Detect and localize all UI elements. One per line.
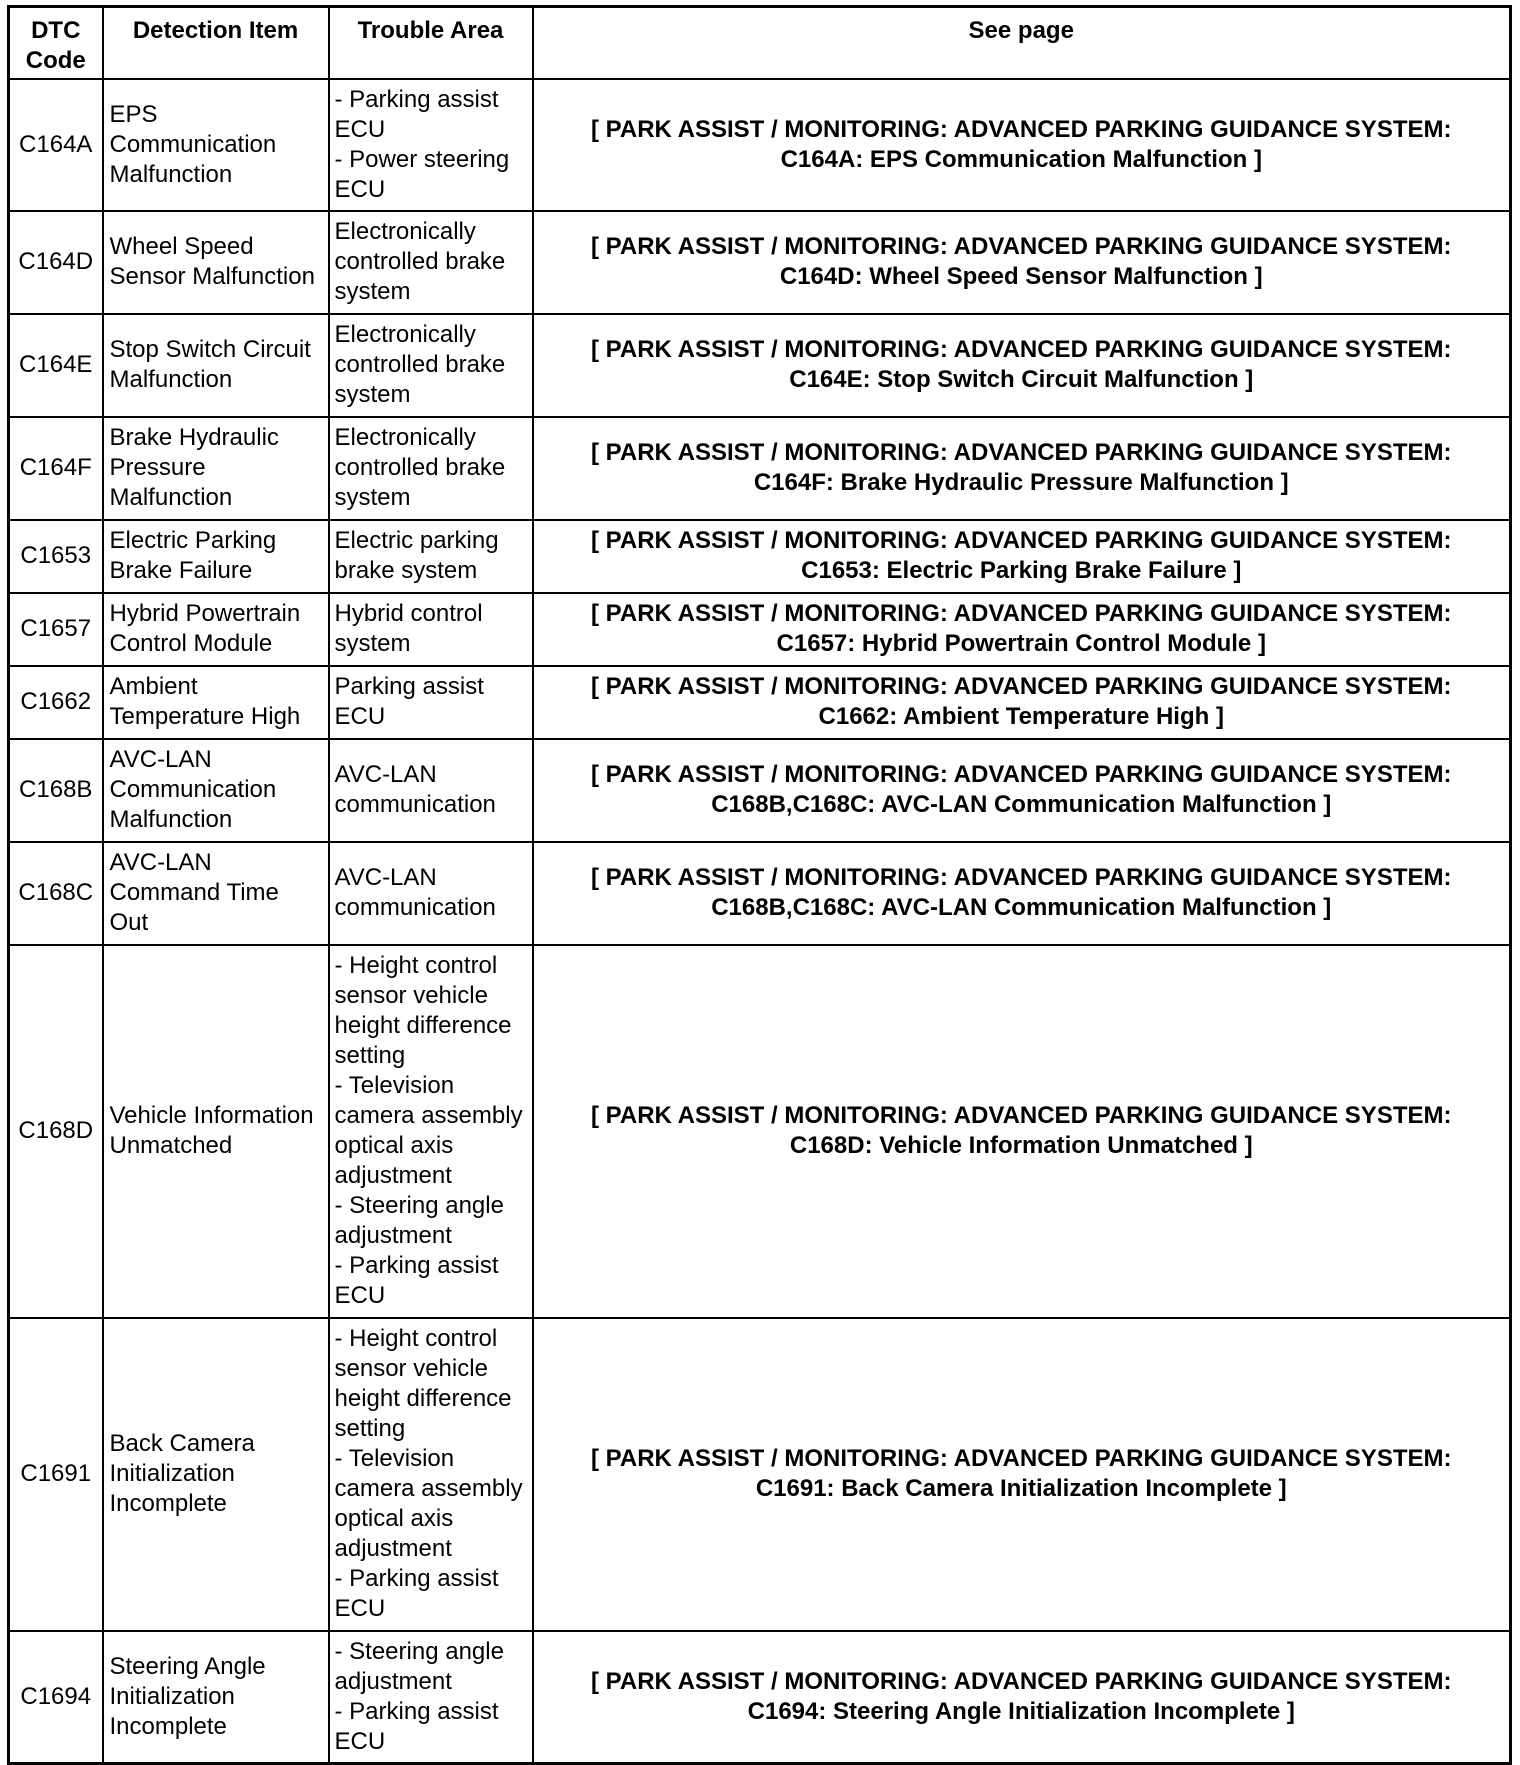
trouble-area-cell [329,1318,533,1631]
trouble-area-entry: - Steering angle adjustment [334,1192,504,1249]
see-page-link-line2[interactable]: C1662: Ambient Temperature High ] [818,703,1224,730]
detection-item-cell: Ambient Temperature High [103,666,329,739]
see-page-link-line1[interactable]: [ PARK ASSIST / MONITORING: ADVANCED PARKING GUIDANCE SYSTEM: [591,233,1452,260]
see-page-link-line2[interactable]: C1657: Hybrid Powertrain Control Module ] [776,630,1266,657]
see-page-link-line2[interactable]: C164A: EPS Communication Malfunction ] [780,145,1262,173]
trouble-area-cell [329,945,533,1318]
trouble-area-entry: Electronically controlled brake system [334,218,506,305]
trouble-area-cell [329,1631,533,1764]
table-row [9,739,1511,842]
table-body [9,79,1511,1764]
header-detection-item [103,7,329,79]
table-row [9,1631,1511,1764]
header-dtc-code-line2: Code [25,47,86,74]
trouble-area-cell [329,666,533,739]
table-row [9,945,1511,1318]
trouble-area-entry: Electronically controlled brake system [334,321,506,408]
detection-item-cell: Back Camera Initialization Incomplete [103,1318,329,1631]
trouble-area-entry: AVC-LAN communication [334,864,496,921]
table-header [9,7,1511,79]
trouble-area-entry: - Television camera assembly optical axis adjustment [334,1445,523,1562]
see-page-link-line2[interactable]: C164E: Stop Switch Circuit Malfunction ] [789,366,1254,393]
header-trouble-area-label: Trouble Area [357,17,504,44]
trouble-area-entry: Electric parking brake system [334,527,499,584]
trouble-area-entry: - Parking assist ECU [334,1252,499,1309]
see-page-cell [533,593,1511,666]
trouble-area-entry: - Parking assist ECU [334,1565,499,1622]
table-row [9,666,1511,739]
dtc-code-cell: C164F [9,417,103,520]
see-page-cell [533,945,1511,1318]
table-row [9,314,1511,417]
trouble-area-cell [329,593,533,666]
see-page-link-line1[interactable]: [ PARK ASSIST / MONITORING: ADVANCED PARKING GUIDANCE SYSTEM: [591,673,1452,700]
detection-item-cell: EPS Communication Malfunction [103,79,329,211]
trouble-area-entry: AVC-LAN communication [334,761,496,818]
table-row [9,79,1511,211]
dtc-code-cell: C1653 [9,520,103,593]
trouble-area-entry: Electronically controlled brake system [334,424,506,511]
trouble-area-entry: - Television camera assembly optical axis adjustment [334,1072,523,1189]
see-page-cell [533,1318,1511,1631]
trouble-area-entry: - Steering angle adjustment [334,1637,504,1695]
detection-item-cell: Brake Hydraulic Pressure Malfunction [103,417,329,520]
trouble-area-entry: Parking assist ECU [334,673,484,730]
trouble-area-entry: - Parking assist ECU [334,1697,499,1755]
detection-item-cell: Hybrid Powertrain Control Module [103,593,329,666]
see-page-cell [533,1631,1511,1764]
see-page-link-line2[interactable]: C168B,C168C: AVC-LAN Communication Malfunction ] [711,894,1332,921]
see-page-link-line1[interactable]: [ PARK ASSIST / MONITORING: ADVANCED PARKING GUIDANCE SYSTEM: [591,1445,1452,1472]
trouble-area-entry: - Height control sensor vehicle height difference setting [334,1325,512,1442]
see-page-link-line1[interactable]: [ PARK ASSIST / MONITORING: ADVANCED PARKING GUIDANCE SYSTEM: [591,761,1452,788]
header-trouble-area [329,7,533,79]
see-page-cell [533,211,1511,314]
table-row [9,520,1511,593]
see-page-link-line1[interactable]: [ PARK ASSIST / MONITORING: ADVANCED PARKING GUIDANCE SYSTEM: [591,439,1452,466]
dtc-code-cell: C168B [9,739,103,842]
detection-item-cell: AVC-LAN Command Time Out [103,842,329,945]
see-page-link-line1[interactable]: [ PARK ASSIST / MONITORING: ADVANCED PARKING GUIDANCE SYSTEM: [591,1667,1452,1695]
trouble-area-entry: - Height control sensor vehicle height difference setting [334,952,512,1069]
see-page-link-line2[interactable]: C1694: Steering Angle Initialization Incomplete ] [747,1697,1295,1725]
see-page-link-line1[interactable]: [ PARK ASSIST / MONITORING: ADVANCED PARKING GUIDANCE SYSTEM: [591,1102,1452,1129]
dtc-code-cell: C164D [9,211,103,314]
table-row [9,593,1511,666]
see-page-link-line2[interactable]: C1691: Back Camera Initialization Incomplete ] [755,1475,1287,1502]
detection-item-cell: Vehicle Information Unmatched [103,945,329,1318]
dtc-code-cell: C1662 [9,666,103,739]
trouble-area-entry: - Parking assist ECU [334,85,499,143]
dtc-code-cell: C164E [9,314,103,417]
dtc-code-cell: C1657 [9,593,103,666]
trouble-area-cell [329,842,533,945]
detection-item-cell: Stop Switch Circuit Malfunction [103,314,329,417]
trouble-area-cell [329,211,533,314]
trouble-area-entry: Hybrid control system [334,600,483,657]
table-row [9,211,1511,314]
see-page-link-line1[interactable]: [ PARK ASSIST / MONITORING: ADVANCED PARKING GUIDANCE SYSTEM: [591,527,1452,554]
see-page-cell [533,79,1511,211]
see-page-cell [533,739,1511,842]
header-dtc-code-line1: DTC [31,17,81,44]
detection-item-cell: Wheel Speed Sensor Malfunction [103,211,329,314]
header-row [9,7,1511,79]
detection-item-cell: Electric Parking Brake Failure [103,520,329,593]
dtc-table [7,5,1512,1765]
see-page-cell [533,666,1511,739]
table-row [9,1318,1511,1631]
trouble-area-cell [329,417,533,520]
header-dtc-code [9,7,103,79]
see-page-link-line2[interactable]: C164D: Wheel Speed Sensor Malfunction ] [779,263,1263,290]
trouble-area-cell [329,79,533,211]
see-page-link-line1[interactable]: [ PARK ASSIST / MONITORING: ADVANCED PARKING GUIDANCE SYSTEM: [591,864,1452,891]
table-row [9,417,1511,520]
see-page-link-line1[interactable]: [ PARK ASSIST / MONITORING: ADVANCED PARKING GUIDANCE SYSTEM: [591,336,1452,363]
header-see-page [533,7,1511,79]
see-page-link-line2[interactable]: C168D: Vehicle Information Unmatched ] [789,1132,1253,1159]
trouble-area-entry: - Power steering ECU [334,145,510,203]
see-page-link-line2[interactable]: C168B,C168C: AVC-LAN Communication Malfunction ] [711,791,1332,818]
dtc-code-cell: C168C [9,842,103,945]
trouble-area-cell [329,314,533,417]
header-see-page-label: See page [968,17,1074,44]
table-row [9,842,1511,945]
detection-item-cell: Steering Angle Initialization Incomplete [103,1631,329,1764]
see-page-cell [533,314,1511,417]
trouble-area-cell [329,520,533,593]
header-detection-item-label: Detection Item [132,17,299,44]
dtc-code-cell: C168D [9,945,103,1318]
see-page-cell [533,842,1511,945]
see-page-link-line2[interactable]: C1653: Electric Parking Brake Failure ] [801,557,1242,584]
see-page-cell [533,417,1511,520]
see-page-cell [533,520,1511,593]
see-page-link-line1[interactable]: [ PARK ASSIST / MONITORING: ADVANCED PARKING GUIDANCE SYSTEM: [591,115,1452,143]
dtc-code-cell: C164A [9,79,103,211]
see-page-link-line2[interactable]: C164F: Brake Hydraulic Pressure Malfunction ] [753,469,1289,496]
detection-item-cell: AVC-LAN Communication Malfunction [103,739,329,842]
dtc-code-cell: C1694 [9,1631,103,1764]
trouble-area-cell [329,739,533,842]
see-page-link-line1[interactable]: [ PARK ASSIST / MONITORING: ADVANCED PARKING GUIDANCE SYSTEM: [591,600,1452,627]
dtc-code-cell: C1691 [9,1318,103,1631]
